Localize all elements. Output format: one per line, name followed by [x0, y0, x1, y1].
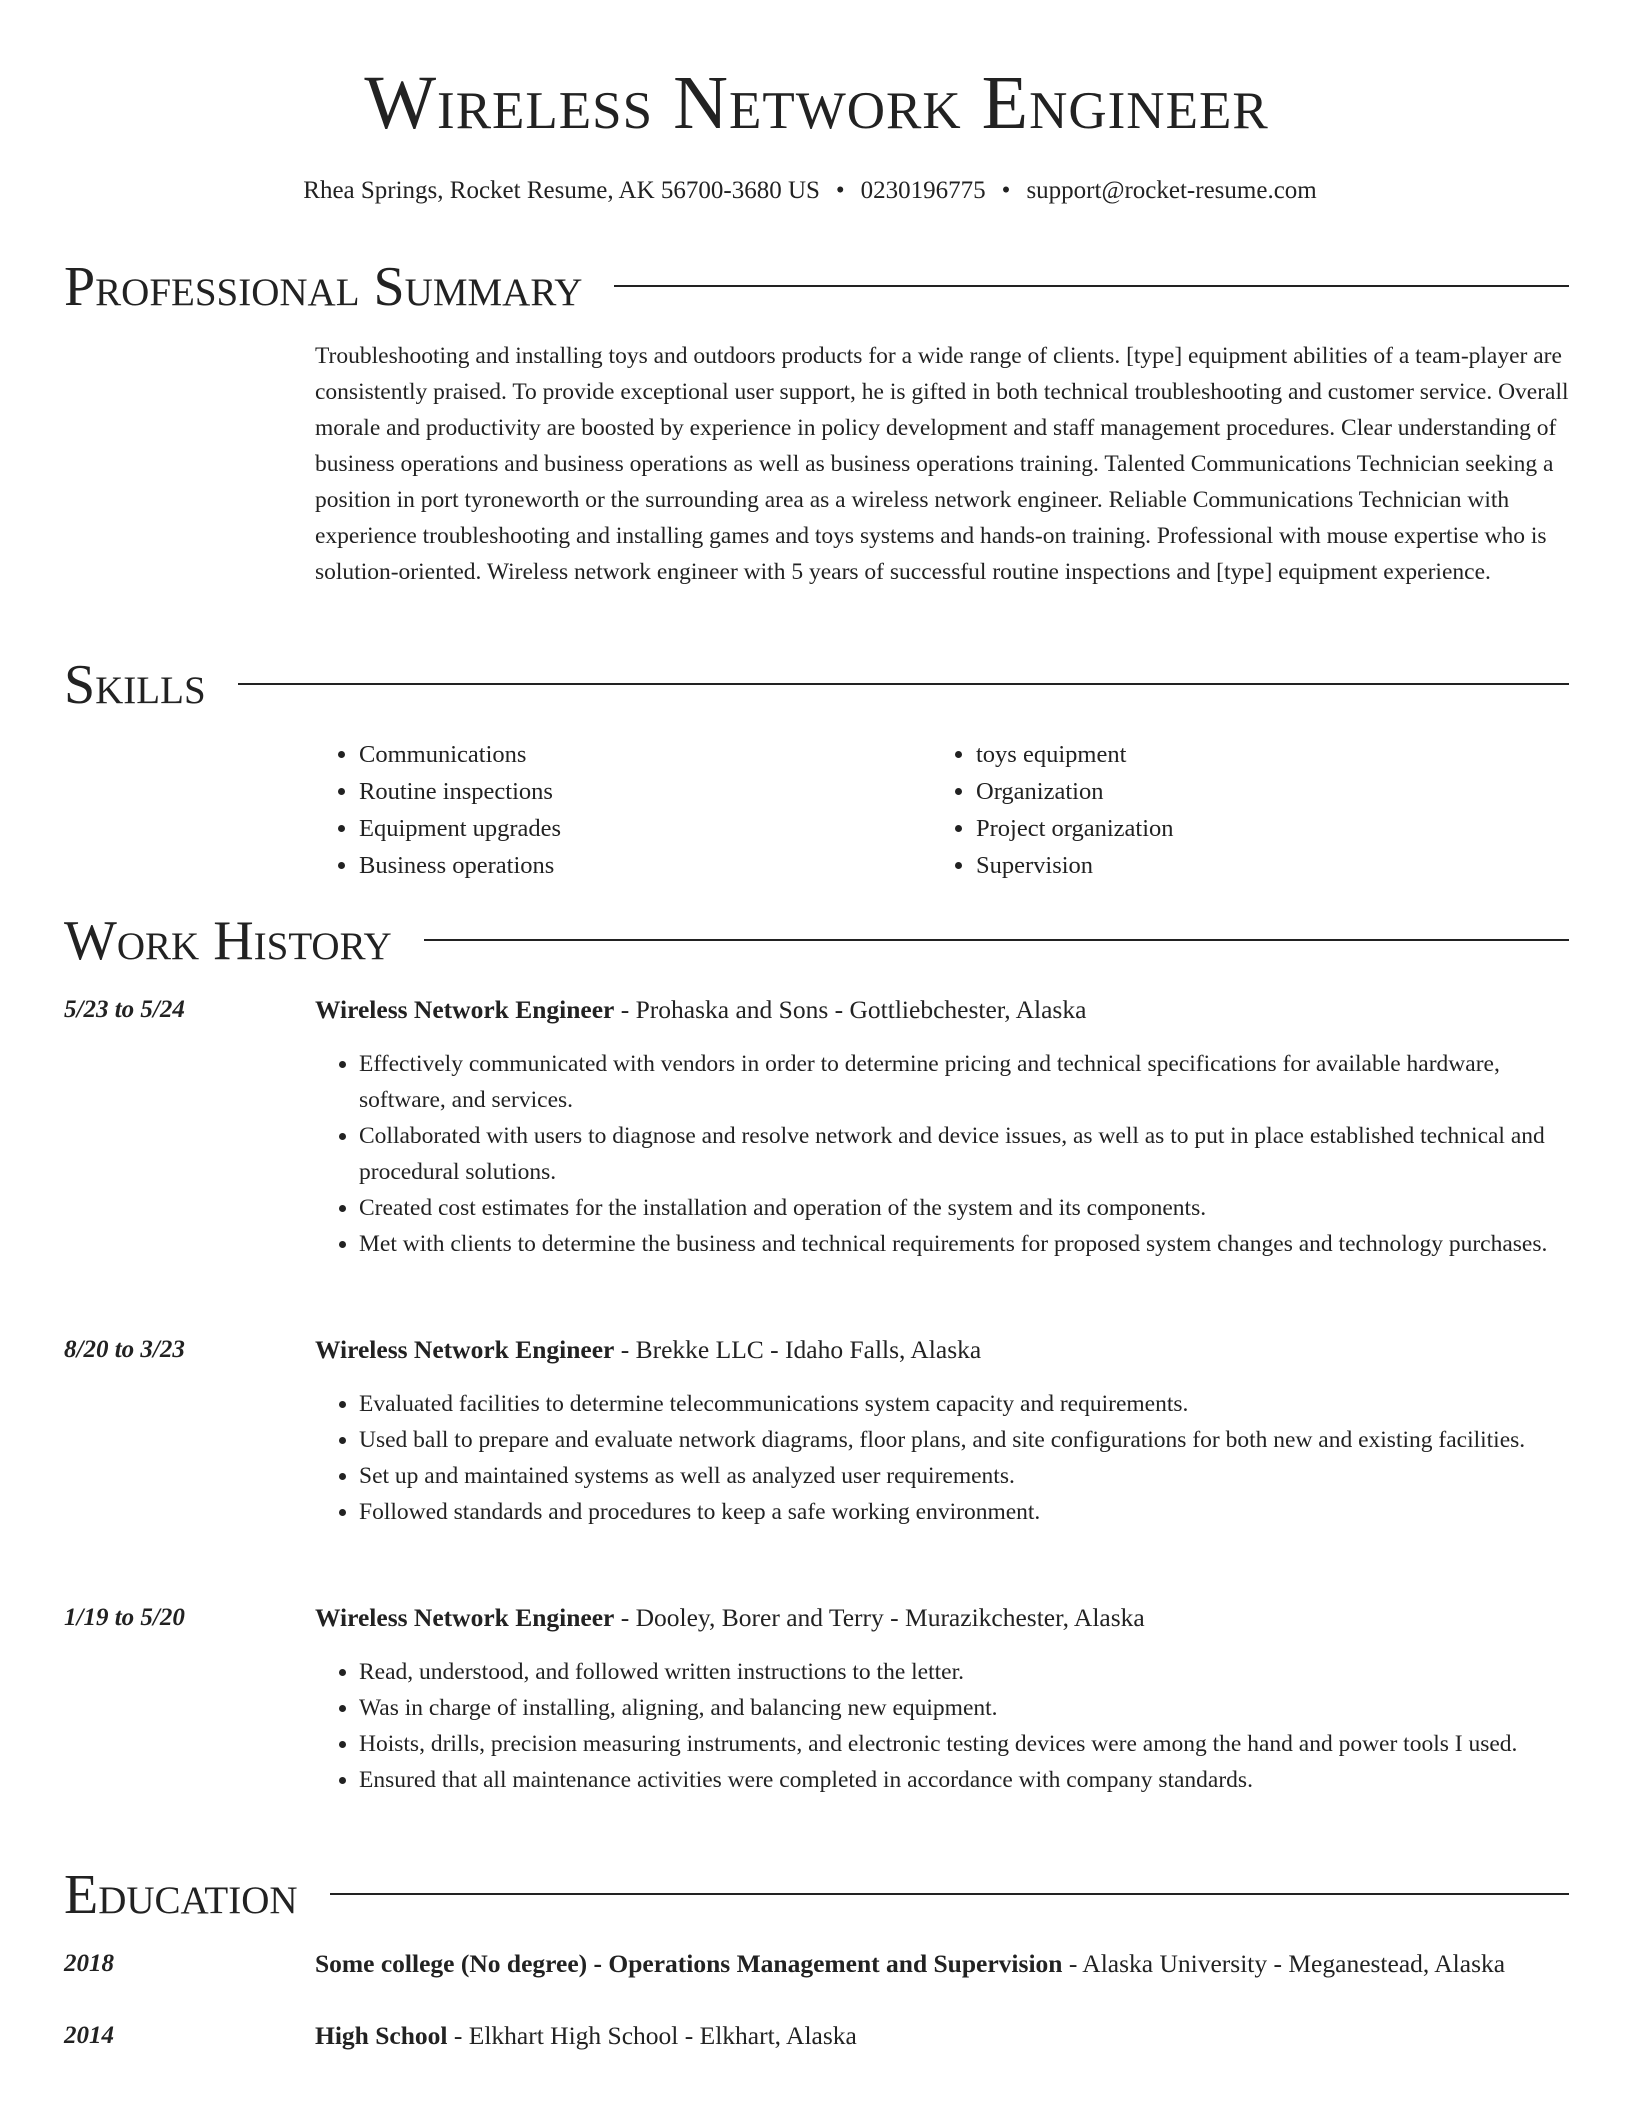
employer-location: - Dooley, Borer and Terry - Murazikchester, Alaska: [614, 1603, 1145, 1632]
work-dates: 8/20 to 3/23: [64, 1336, 185, 1363]
section-heading-summary: [64, 254, 1569, 320]
skill-item: • Supervision: [976, 847, 1549, 884]
contact-line: [0, 174, 1620, 208]
skill-item: • Routine inspections: [359, 773, 932, 810]
skill-item: • Communications: [359, 736, 932, 773]
skills-column-right: [932, 736, 1549, 884]
work-bullet: • Used ball to prepare and evaluate network diagrams, floor plans, and site configurations for both new and existing facilities.: [359, 1422, 1569, 1458]
skill-item: • Equipment upgrades: [359, 810, 932, 847]
resume-title: Wireless Network Engineer: [364, 61, 1269, 145]
section-divider: [238, 683, 1569, 685]
work-bullet: • Created cost estimates for the installation and operation of the system and its components.: [359, 1190, 1569, 1226]
email: support@rocket-resume.com: [1026, 177, 1317, 204]
address: Rhea Springs, Rocket Resume, AK 56700-3680 US: [303, 177, 820, 204]
employer-location: - Prohaska and Sons - Gottliebchester, Alaska: [614, 995, 1087, 1024]
skill-item: • toys equipment: [976, 736, 1549, 773]
skills-list: [315, 736, 1569, 884]
work-bullet: • Collaborated with users to diagnose and resolve network and device issues, as well as to put in place established technical and procedural solutions.: [359, 1118, 1569, 1190]
work-bullet: • Met with clients to determine the business and technical requirements for proposed system changes and technology purchases.: [359, 1226, 1569, 1262]
employer-location: - Brekke LLC - Idaho Falls, Alaska: [614, 1335, 982, 1364]
separator: •: [1001, 177, 1011, 204]
education-year: 2014: [64, 2022, 114, 2049]
work-bullets: [315, 1386, 1569, 1530]
section-heading-label: Professional Summary: [64, 256, 583, 318]
school-location: - Alaska University - Meganestead, Alaska: [1062, 1949, 1506, 1978]
work-bullet: • Followed standards and procedures to keep a safe working environment.: [359, 1494, 1569, 1530]
summary-text: Troubleshooting and installing toys and outdoors products for a wide range of clients. [type] equipment abilities of a team-player are consistently praised. To provide exceptional user support, he is gifted in both technical troubleshooting and customer service. Overall morale and productivity are boosted by experience in policy development and staff management procedures. Clear understanding of business operations and business operations as well as business operations training. Talented Communications Technician seeking a position in port tyroneworth or the surrounding area as a wireless network engineer. Reliable Communications Technician with experience troubleshooting and installing games and toys systems and hands-on training. Professional with mouse expertise who is solution-oriented. Wireless network engineer with 5 years of successful routine inspections and [type] equipment experience.: [315, 343, 1569, 585]
work-dates: 5/23 to 5/24: [64, 996, 185, 1023]
skill-item: • Organization: [976, 773, 1549, 810]
work-bullet: • Ensured that all maintenance activities were completed in accordance with company standards.: [359, 1762, 1569, 1798]
separator: •: [835, 177, 845, 204]
work-bullets: [315, 1654, 1569, 1798]
section-heading-education: [64, 1862, 1569, 1928]
section-heading-label: Skills: [64, 654, 206, 716]
section-heading-work-history: [64, 908, 1569, 974]
skill-item: • Project organization: [976, 810, 1549, 847]
skills-column-left: [315, 736, 932, 884]
phone: 0230196775: [860, 177, 986, 204]
section-heading-label: Education: [64, 1864, 298, 1926]
work-bullet: • Set up and maintained systems as well as analyzed user requirements.: [359, 1458, 1569, 1494]
section-heading-skills: [64, 652, 1569, 718]
section-heading-label: Work History: [64, 910, 392, 972]
work-heading: [315, 1332, 981, 1368]
degree: Some college (No degree) - Operations Management and Supervision: [315, 1949, 1063, 1978]
work-bullets: [315, 1046, 1569, 1262]
job-title: Wireless Network Engineer: [315, 1335, 615, 1364]
skill-item: • Business operations: [359, 847, 932, 884]
work-bullet: • Was in charge of installing, aligning, and balancing new equipment.: [359, 1690, 1569, 1726]
job-title: Wireless Network Engineer: [315, 995, 615, 1024]
work-heading: [315, 992, 1086, 1028]
work-bullet: • Read, understood, and followed written instructions to the letter.: [359, 1654, 1569, 1690]
education-heading: [315, 1946, 1505, 1982]
education-year: 2018: [64, 1950, 114, 1977]
job-title: Wireless Network Engineer: [315, 1603, 615, 1632]
education-heading: [315, 2018, 857, 2054]
work-heading: [315, 1600, 1145, 1636]
section-divider: [330, 1893, 1569, 1895]
work-bullet: • Effectively communicated with vendors in order to determine pricing and technical specifications for available hardware, software, and services.: [359, 1046, 1569, 1118]
work-bullet: • Evaluated facilities to determine telecommunications system capacity and requirements.: [359, 1386, 1569, 1422]
school-location: - Elkhart High School - Elkhart, Alaska: [447, 2021, 857, 2050]
section-divider: [614, 285, 1569, 287]
section-divider: [424, 939, 1569, 941]
work-dates: 1/19 to 5/20: [64, 1604, 185, 1631]
work-bullet: • Hoists, drills, precision measuring instruments, and electronic testing devices were among the hand and power tools I used.: [359, 1726, 1569, 1762]
degree: High School: [315, 2021, 448, 2050]
